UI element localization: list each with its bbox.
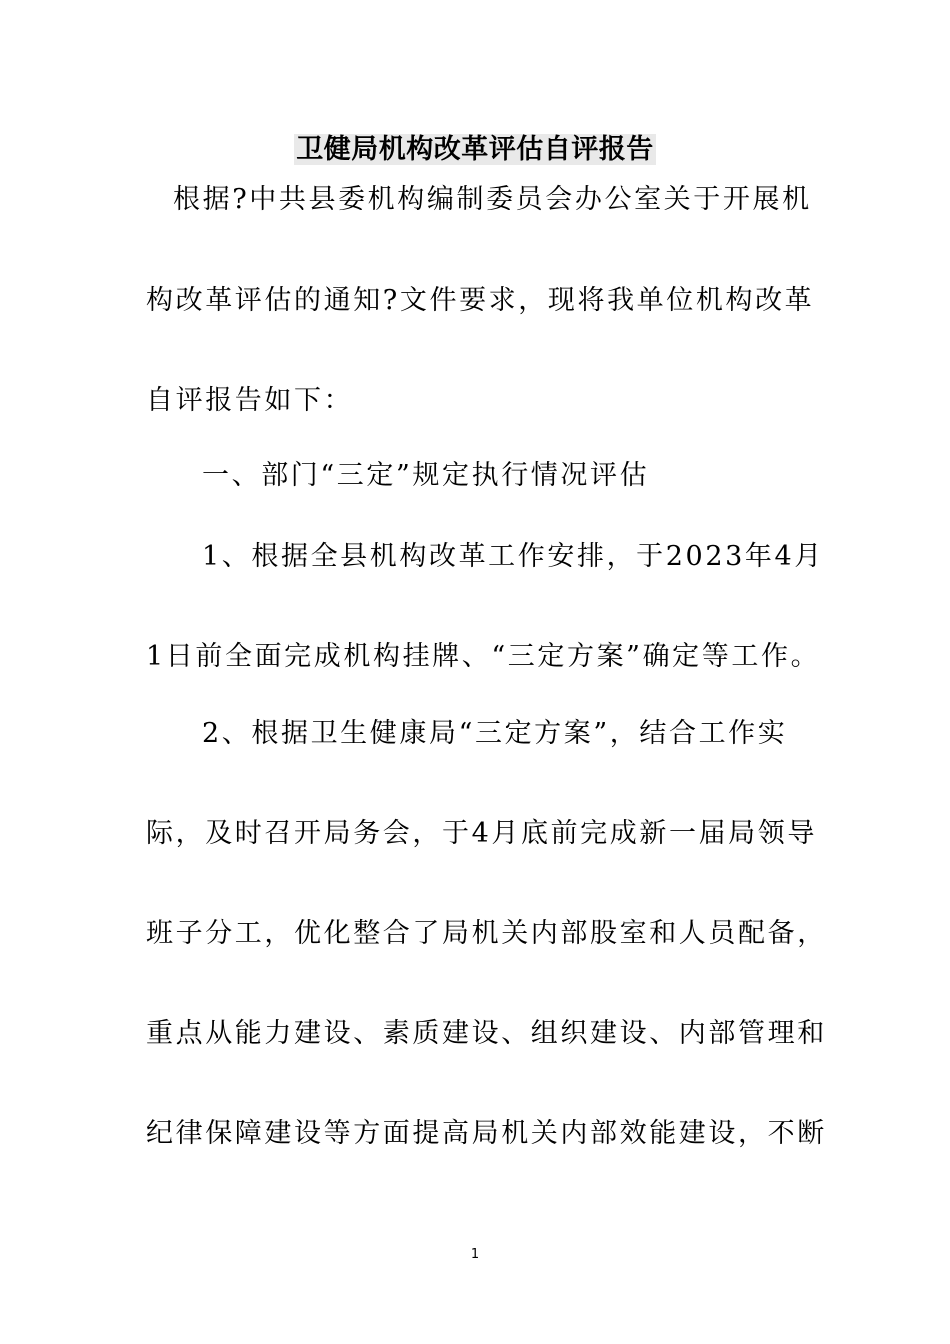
- paragraph-line: 根据?中共县委机构编制委员会办公室关于开展机: [173, 184, 812, 215]
- paragraph-line: 自评报告如下：: [146, 385, 354, 416]
- document-title-text: 卫健局机构改革评估自评报告: [296, 134, 654, 165]
- paragraph-line: 2、根据卫生健康局“三定方案”，结合工作实: [202, 718, 788, 749]
- paragraph-line: 1、根据全县机构改革工作安排，于2023年4月: [202, 541, 824, 572]
- document-title: [0, 128, 950, 172]
- paragraph-line: 际，及时召开局务会，于4月底前完成新一届局领导: [146, 818, 817, 849]
- paragraph-line: 纪律保障建设等方面提高局机关内部效能建设，不断: [146, 1118, 827, 1149]
- paragraph-line: 班子分工，优化整合了局机关内部股室和人员配备，: [146, 918, 827, 949]
- section-heading: 一、部门“三定”规定执行情况评估: [202, 460, 650, 491]
- page-number: 1: [470, 1247, 480, 1262]
- paragraph-line: 重点从能力建设、素质建设、组织建设、内部管理和: [146, 1018, 827, 1049]
- paragraph-line: 1日前全面完成机构挂牌、“三定方案”确定等工作。: [146, 641, 821, 672]
- paragraph-line: 构改革评估的通知?文件要求，现将我单位机构改革: [146, 285, 815, 316]
